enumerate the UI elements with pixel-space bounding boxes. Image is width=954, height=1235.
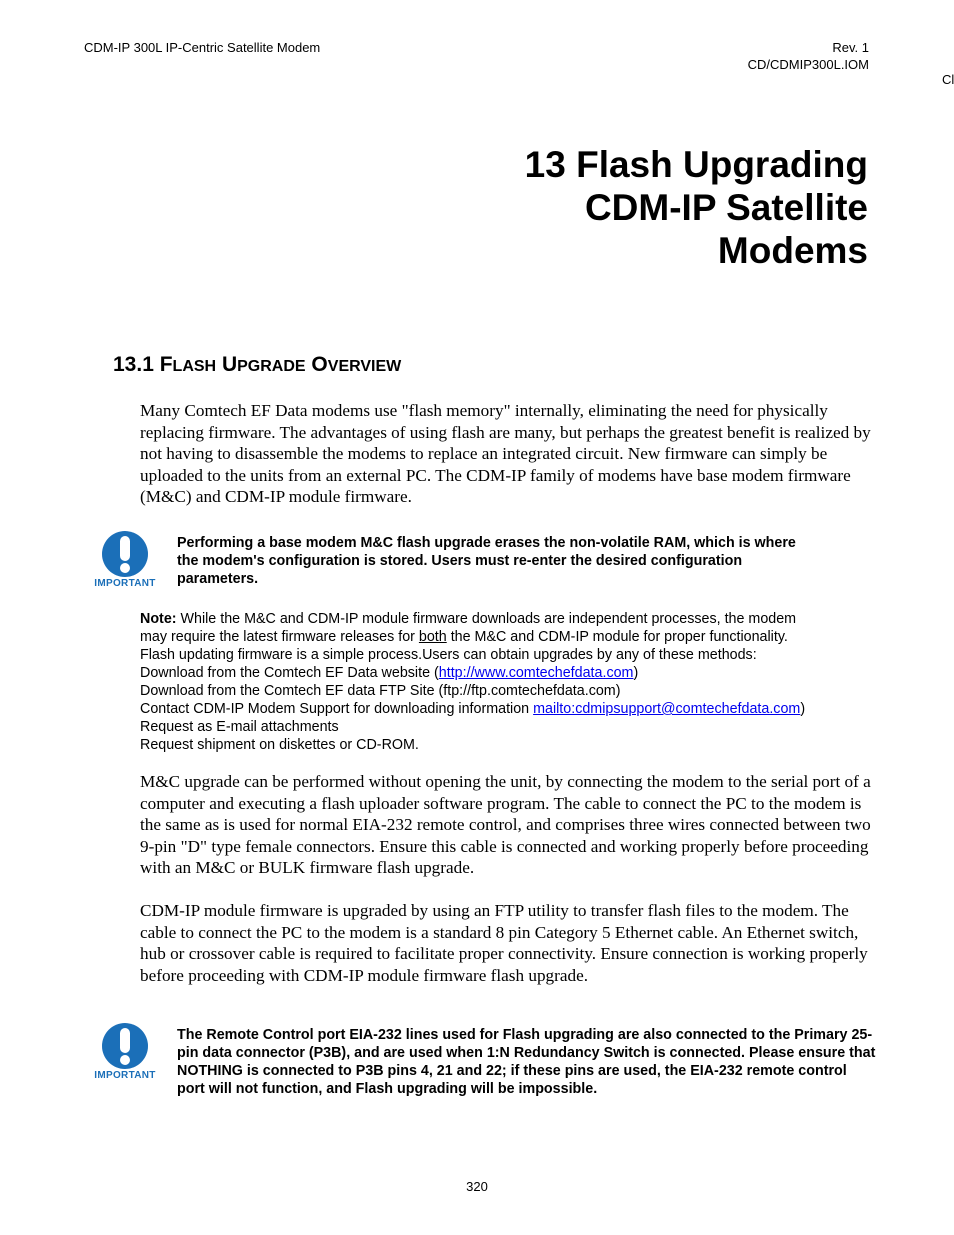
chapter-title-line-1: 13 Flash Upgrading xyxy=(524,144,868,185)
paragraph-cdmip-upgrade: CDM-IP module firmware is upgraded by using an FTP utility to transfer flash files to the modem. The cable to connect the PC to the modem is a standard 8 pin Category 5 Ethernet cable. An Ethernet switch, hub or crossover cable is required to facilitate proper connectivity. Ensure connection is working properly before proceeding with CDM-IP module firmware flash upgrade. xyxy=(140,901,868,985)
header-revision: Rev. 1 xyxy=(832,40,869,55)
note-label: Note: xyxy=(140,611,177,627)
paragraph-flash-overview: Many Comtech EF Data modems use "flash memory" internally, eliminating the need for physically replacing firmware. The advantages of using flash are many, but perhaps the greatest benefit is realized by not having to disassemble the modems to replace an integrated circuit. New firmware can simply be uploaded to the units from an external PC. The CDM-IP family of modems have base modem firmware (M&C) and CDM-IP module firmware. xyxy=(140,401,871,507)
exclamation-icon xyxy=(100,530,150,578)
note-line-4: Download from the Comtech EF Data website (http://www.comtechefdata.com) xyxy=(140,665,639,681)
important-icon xyxy=(93,530,157,590)
note-line-7: Request as E-mail attachments xyxy=(140,719,339,735)
edge-fragment: Cl xyxy=(942,72,954,87)
section-number: 13.1 xyxy=(113,353,154,376)
important-icon xyxy=(93,1022,157,1082)
important-notice-eia232: The Remote Control port EIA-232 lines used for Flash upgrading are also connected to the Primary 25-pin data connector (P3B), and are used when 1:N Redundancy Switch is connected. Please ensure that NOTHING is connected to P3B pins 4, 21 and 22; if these pins are used, the EIA-232 remote control port will not function, and Flash upgrading will be impossible. xyxy=(177,1027,876,1097)
page-number: 320 xyxy=(466,1179,488,1194)
chapter-title xyxy=(348,143,868,272)
important-label: IMPORTANT xyxy=(94,578,156,589)
chapter-title-line-3: Modems xyxy=(717,230,868,271)
website-link[interactable]: http://www.comtechefdata.com xyxy=(438,665,634,681)
note-line-6: Contact CDM-IP Modem Support for downloading information mailto:cdmipsupport@comtechefdata.com) xyxy=(140,701,806,717)
exclamation-icon xyxy=(100,1022,150,1070)
paragraph-mc-upgrade: M&C upgrade can be performed without opening the unit, by connecting the modem to the serial port of a computer and executing a flash uploader software program. The cable to connect the PC to the modem is the same as is used for normal EIA-232 remote control, and comprises three wires connected between two 9-pin "D" type female connectors. Ensure this cable is connected and working properly before proceeding with an M&C or BULK firmware flash upgrade. xyxy=(140,772,871,878)
note-line-5: Download from the Comtech EF data FTP Site (ftp://ftp.comtechefdata.com) xyxy=(140,683,621,699)
support-email-link[interactable]: mailto:cdmipsupport@comtechefdata.com xyxy=(533,701,801,717)
note-line-1: Note: While the M&C and CDM-IP module firmware downloads are independent processes, the modem xyxy=(140,611,797,627)
note-line-2: may require the latest firmware releases for both the M&C and CDM-IP module for proper functionality. xyxy=(140,629,788,645)
section-heading: 13.1 FLASH UPGRADE OVERVIEW xyxy=(113,353,402,376)
important-label: IMPORTANT xyxy=(94,1070,156,1081)
underlined-both: both xyxy=(418,629,447,645)
note-line-8: Request shipment on diskettes or CD-ROM. xyxy=(140,737,419,753)
header-doc-title: CDM-IP 300L IP-Centric Satellite Modem xyxy=(84,40,321,55)
important-notice-nvram: Performing a base modem M&C flash upgrade erases the non-volatile RAM, which is where the modem's configuration is stored. Users must re-enter the desired configuration parameters. xyxy=(177,535,796,587)
note-line-3: Flash updating firmware is a simple process.Users can obtain upgrades by any of these methods: xyxy=(140,647,757,663)
header-doc-number: CD/CDMIP300L.IOM xyxy=(747,57,869,72)
chapter-title-line-2: CDM-IP Satellite xyxy=(584,187,868,228)
note-block xyxy=(140,610,875,754)
header-right xyxy=(748,39,869,73)
